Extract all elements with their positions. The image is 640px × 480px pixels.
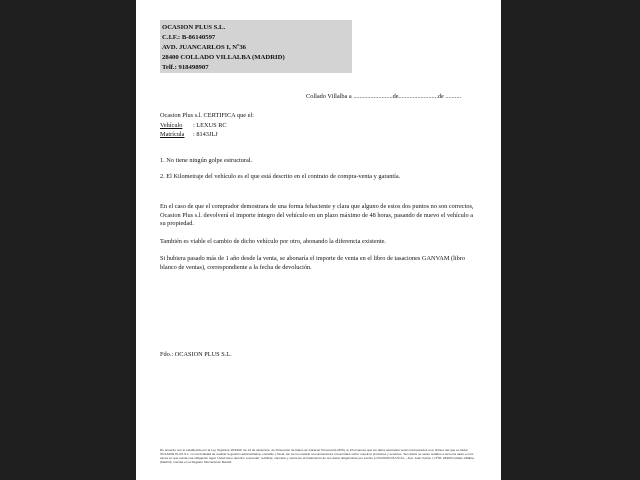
company-city: 28400 COLLADO VILLALBA (MADRID)	[162, 54, 285, 61]
vehiculo-value: : LEXUS RC	[193, 122, 227, 129]
vehiculo-label: Vehículo	[160, 122, 183, 129]
matricula-label: Matrícula	[160, 130, 185, 138]
company-address: AVD. JUANCARLOS I, Nº36	[162, 44, 247, 51]
point-2: 2. El Kilometraje del vehículo es el que está descrito en el contrato de compra-venta y garantía.	[160, 173, 401, 180]
company-name: OCASION PLUS S.L.	[162, 24, 226, 31]
company-header-box	[160, 20, 352, 73]
signature-line: Fdo.: OCASION PLUS S.L.	[160, 351, 232, 358]
point-1: 1. No tiene ningún golpe estructural.	[160, 157, 253, 164]
date-line: Collado Villalba a .........................de.........................de ..........	[306, 93, 462, 100]
paragraph-refund: En el caso de que el comprador demostrara de una forma fehaciente y clara que alguno de estos dos puntos no son correctos, Ocasion Plus s.l. devolverá el importe íntegro del vehículo en un plazo máximo de 48 horas, pasando de nuevo el vehículo a su propiedad.	[160, 203, 474, 228]
paragraph-exchange: También es viable el cambio de dicho vehículo por otro, abonando la diferencia existente.	[160, 238, 386, 245]
matricula-row	[160, 131, 480, 140]
company-cif: C.I.F.: B-86140597	[162, 34, 216, 41]
vehicle-row	[160, 122, 480, 131]
legal-fineprint: De acuerdo con lo establecido por la Ley Orgánica 15/1999, de 13 de diciembre, de Protección de Datos de Carácter Personal (LOPD), le informamos que los datos aportados serán incorporados a un fichero del que es titular OCASION PLUS S.L. con la finalidad de realizar la gestión administrativa, contable y fiscal, así como enviarle comunicaciones comerciales sobre nuestros productos y servicios. Sus datos no serán cedidos a terceros salvo en los casos en que exista una obligación legal. Usted tiene derecho a acceder, rectificar, cancelar y oponerse al tratamiento de sus datos dirigiéndose por escrito a OCASION PLUS S.L., Avd. Juan Carlos I, Nº36, 28400 Collado Villalba (Madrid). Inscrita en el Registro Mercantil de Madrid.	[160, 448, 474, 464]
company-phone: Telf.: 918498907	[162, 64, 209, 71]
matricula-value: : 8143JLJ	[193, 130, 218, 138]
vehicle-details	[160, 122, 480, 139]
paragraph-ganvam: Si hubiera pasado más de 1 año desde la venta, se abonaría el importe de venta en el libro de tasaciones GANVAM (libro blanco de ventas), correspondiente a la fecha de devolución.	[160, 255, 466, 271]
certifica-line: Ocasion Plus s.l. CERTIFICA que el:	[160, 112, 254, 119]
document-page	[136, 0, 501, 480]
